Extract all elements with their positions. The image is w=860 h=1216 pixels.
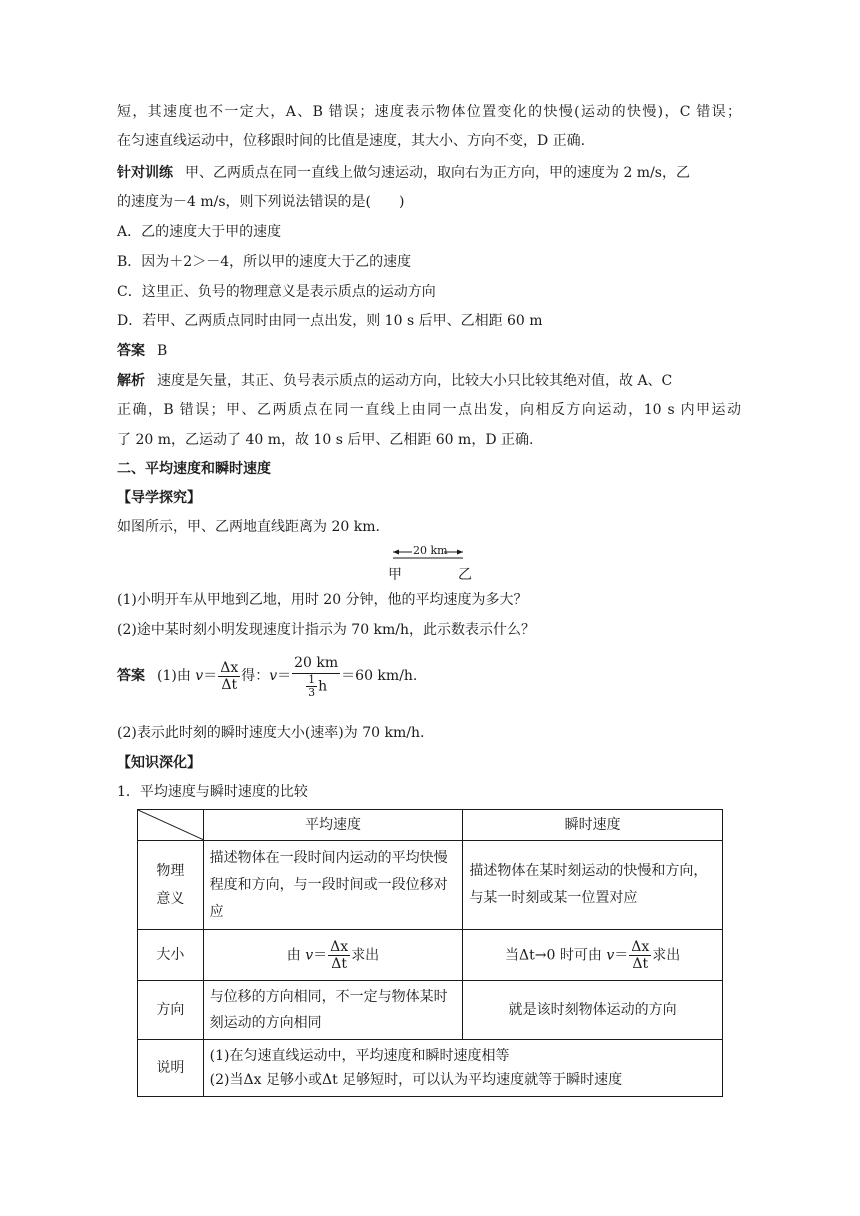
- row-label-size: 大小: [138, 930, 204, 981]
- practice-answer: [117, 341, 741, 361]
- meaning-label-text: 物理意义: [156, 863, 185, 907]
- table-header-row: [138, 810, 723, 841]
- explanation-line-2: 在匀速直线运动中，位移跟时间的比值是速度，其大小、方向不变，D 正确.: [117, 133, 586, 149]
- answer-1-formula: [117, 652, 741, 700]
- third-denominator: 3: [308, 686, 316, 699]
- answer-2: (2)表示此时刻的瞬时速度大小(速率)为 70 km/h.: [117, 725, 425, 741]
- explanation-line-1: 短，其速度也不一定大，A、B 错误；速度表示物体位置变化的快慢(运动的快慢)，C 错误；: [117, 104, 741, 120]
- fraction-denominator: Δt: [221, 676, 238, 693]
- comparison-table: [137, 809, 723, 1097]
- guide-heading: 【导学探究】: [117, 490, 201, 506]
- table-row: [138, 841, 723, 930]
- place-jia: 甲: [388, 567, 402, 583]
- size-average-v: v: [305, 947, 314, 963]
- deep-heading: 【知识深化】: [117, 755, 201, 771]
- practice-label: 针对训练: [117, 165, 173, 181]
- size-average-eq: ＝: [313, 947, 328, 963]
- size-instant-num: Δx: [631, 938, 650, 955]
- table-row: [138, 930, 723, 981]
- row-label-meaning: [138, 841, 204, 930]
- size-instant-v: v: [606, 947, 615, 963]
- answer-label: 答案: [117, 343, 145, 359]
- analysis-text-1: 速度是矢量，其正、负号表示质点的运动方向，比较大小只比较其绝对值，故 A、C: [157, 373, 673, 389]
- size-instant-prefix: 当Δt→0 时可由: [505, 947, 607, 963]
- size-instant-den: Δt: [632, 955, 649, 972]
- direction-instant: 就是该时刻物体运动的方向: [463, 981, 723, 1040]
- equals-sign-2: ＝: [277, 668, 292, 684]
- option-d: D．若甲、乙两质点同时由同一点出发，则 10 s 后甲、乙相距 60 m: [117, 313, 543, 329]
- fraction-numerator: Δx: [220, 659, 239, 676]
- size-instant-eq: ＝: [614, 947, 629, 963]
- size-instant-fraction: [629, 939, 651, 972]
- answer-1-mid: 得：: [241, 668, 270, 684]
- equals-sign: ＝: [203, 668, 218, 684]
- practice-question-1: 甲、乙两质点在同一直线上做匀速运动，取向右为正方向，甲的速度为 2 m/s，乙: [185, 165, 690, 181]
- size-instant-suffix: 求出: [652, 947, 681, 963]
- answer-1-result: ＝60 km/h.: [341, 668, 418, 684]
- question-1: (1)小明开车从甲地到乙地，用时 20 分钟，他的平均速度为多大？: [117, 592, 528, 608]
- distance-label: 20 km: [413, 544, 448, 557]
- third-numerator: 1: [308, 673, 316, 686]
- section-heading: 二、平均速度和瞬时速度: [117, 461, 271, 477]
- practice-line-2: 的速度为－4 m/s，则下列说法错误的是( ): [117, 194, 405, 210]
- header-instant-velocity: 瞬时速度: [463, 810, 723, 841]
- row-label-direction: 方向: [138, 981, 204, 1040]
- size-average-prefix: 由: [286, 947, 306, 963]
- option-c: C．这里正、负号的物理意义是表示质点的运动方向: [117, 284, 436, 300]
- diagonal-header-cell: [138, 810, 204, 841]
- one-third-fraction: [306, 674, 317, 699]
- analysis-line-2: 正确，B 错误；甲、乙两质点在同一直线上由同一点出发，向相反方向运动，10 s 内甲运动: [117, 402, 741, 418]
- row-label-note: 说明: [138, 1040, 204, 1097]
- size-average: [203, 930, 463, 981]
- size-average-num: Δx: [330, 938, 349, 955]
- distance-diagram: [388, 544, 478, 584]
- velocity-symbol-2: v: [269, 668, 278, 684]
- table-row: [138, 1040, 723, 1097]
- answer-1-prefix: (1)由: [157, 668, 196, 684]
- header-average-velocity: 平均速度: [203, 810, 463, 841]
- note-cell: [203, 1040, 722, 1097]
- analysis-line-1: [117, 371, 741, 391]
- fraction-numerator-2: 20 km: [292, 653, 340, 674]
- velocity-symbol: v: [195, 668, 204, 684]
- size-average-den: Δt: [331, 955, 348, 972]
- meaning-instant: 描述物体在某时刻运动的快慢和方向，与某一时刻或某一位置对应: [463, 841, 723, 930]
- guide-intro: 如图所示，甲、乙两地直线距离为 20 km.: [117, 519, 380, 535]
- fraction-denominator-2: [292, 674, 340, 699]
- table-row: [138, 981, 723, 1040]
- analysis-line-3: 了 20 m，乙运动了 40 m，故 10 s 后甲、乙相距 60 m，D 正确.: [117, 432, 534, 448]
- direction-average: 与位移的方向相同，不一定与物体某时刻运动的方向相同: [203, 981, 463, 1040]
- hour-unit: h: [318, 678, 328, 695]
- delta-fraction: [218, 660, 240, 693]
- size-instant: [463, 930, 723, 981]
- practice-line-1: [117, 163, 741, 183]
- option-b: B．因为＋2＞－4，所以甲的速度大于乙的速度: [117, 254, 412, 270]
- compare-title: 1．平均速度与瞬时速度的比较: [117, 784, 308, 800]
- note-2: (2)当Δx 足够小或Δt 足够短时，可以认为平均速度就等于瞬时速度: [209, 1072, 623, 1088]
- diagonal-line: [138, 810, 204, 840]
- note-1: (1)在匀速直线运动中，平均速度和瞬时速度相等: [209, 1048, 510, 1064]
- answer-value: B: [157, 343, 168, 359]
- distance-time-fraction: [292, 653, 340, 699]
- question-2: (2)途中某时刻小明发现速度计指示为 70 km/h，此示数表示什么？: [117, 622, 536, 638]
- size-average-suffix: 求出: [351, 947, 380, 963]
- place-yi: 乙: [458, 567, 472, 583]
- meaning-average: 描述物体在一段时间内运动的平均快慢程度和方向，与一段时间或一段位移对应: [203, 841, 463, 930]
- analysis-label: 解析: [117, 373, 145, 389]
- answer-1-label: 答案: [117, 668, 145, 684]
- option-a: A．乙的速度大于甲的速度: [117, 224, 282, 240]
- size-average-fraction: [328, 939, 350, 972]
